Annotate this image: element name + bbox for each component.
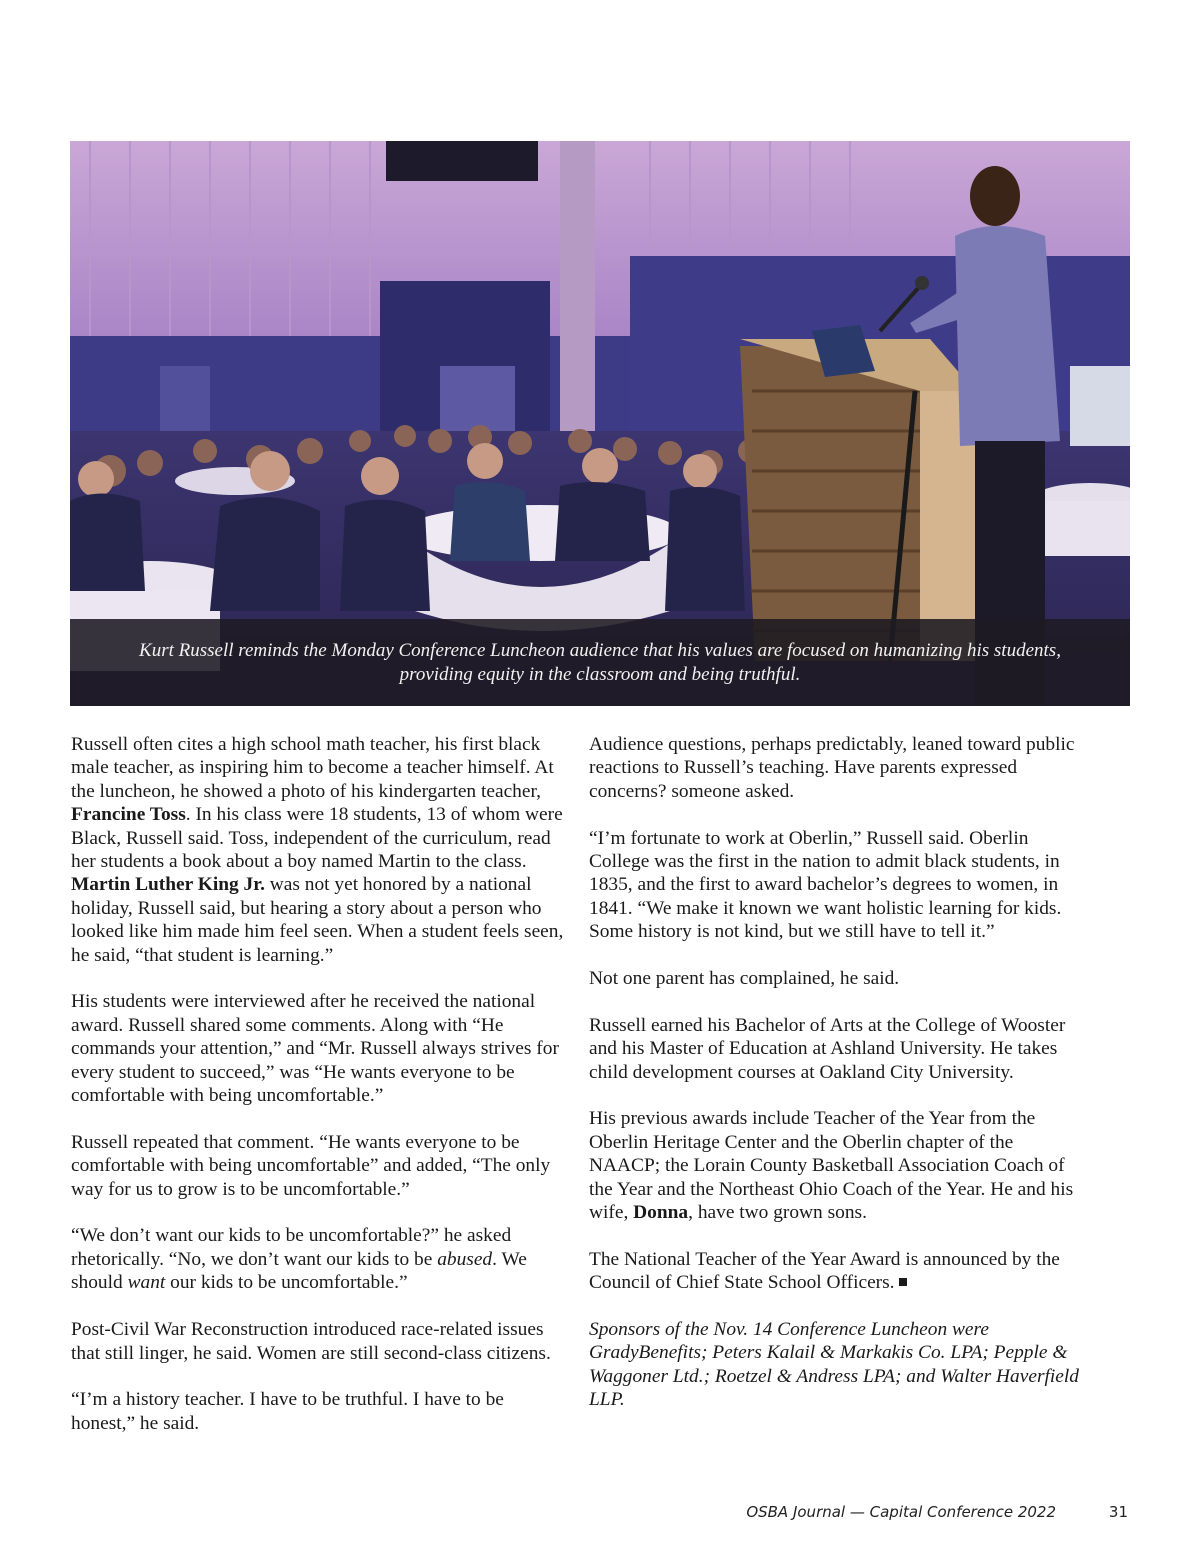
paragraph-text: Post-Civil War Reconstruction introduced race-related issues that still linger, he said. Women are still second-class citizens.: [71, 1319, 551, 1364]
article-paragraph: [589, 1248, 1089, 1295]
caption-text: Kurt Russell reminds the Monday Conference Luncheon audience that his values are focused on humanizing his students, providing equity in the classroom and being truthful.: [139, 639, 1061, 685]
paragraph-text: our kids to be uncomfortable.”: [165, 1272, 408, 1294]
article-right-column: [589, 733, 1089, 1412]
article-paragraph: [71, 733, 571, 967]
paragraph-text: Russell earned his Bachelor of Arts at the College of Wooster and his Master of Education at Ashland University. He takes child development courses at Oakland City University.: [589, 1014, 1066, 1083]
paragraph-text: “We don’t want our kids to be uncomfortable?” he asked rhetorically. “No, we don’t want our kids to be: [71, 1225, 512, 1270]
article-paragraph: [71, 1224, 571, 1294]
article-paragraph: [71, 1318, 571, 1365]
article-paragraph: [589, 1107, 1089, 1224]
paragraph-text: , have two grown sons.: [688, 1202, 867, 1224]
paragraph-text: Sponsors of the Nov. 14 Conference Luncheon were GradyBenefits; Peters Kalail & Markakis Co. LPA; Pepple & Waggoner Ltd.; Roetzel & Andress LPA; and Walter Haverfield LLP.: [589, 1319, 1079, 1411]
article-paragraph: [589, 733, 1089, 803]
article-paragraph: [589, 1014, 1089, 1084]
article-paragraph: [589, 827, 1089, 944]
paragraph-text: . In his class were 18 students, 13 of whom were Black, Russell said. Toss, independent of the curriculum, read her students a book about a boy named Martin to the class.: [71, 804, 563, 873]
paragraph-text: Not one parent has complained, he said.: [589, 968, 900, 990]
emphasis-text: abused: [437, 1248, 493, 1270]
article-left-column: [71, 733, 571, 1435]
article-paragraph: [589, 967, 1089, 990]
person-name: Donna: [633, 1202, 689, 1224]
paragraph-text: Russell often cites a high school math teacher, his first black male teacher, as inspiring him to become a teacher himself. At the luncheon, he showed a photo of his kindergarten teacher,: [71, 734, 554, 802]
paragraph-text: Russell repeated that comment. “He wants everyone to be comfortable with being uncomfortable” and added, “The only way for us to grow is to be uncomfortable.”: [71, 1131, 551, 1200]
paragraph-text: . We should: [71, 1248, 527, 1294]
paragraph-text: The National Teacher of the Year Award is announced by the Council of Chief State School Officers.: [589, 1248, 1060, 1294]
conference-photo: [70, 141, 1130, 706]
person-name: Martin Luther King Jr.: [71, 874, 265, 896]
article-paragraph: [71, 1388, 571, 1435]
end-of-article-mark: [899, 1278, 907, 1286]
paragraph-text: His students were interviewed after he received the national award. Russell shared some comments. Along with “He commands your attention,” and “Mr. Russell always strives for every student to succeed,” was “He wants everyone to be comfortable with being uncomfortable.”: [71, 991, 559, 1107]
paragraph-text: “I’m fortunate to work at Oberlin,” Russell said. Oberlin College was the first in the nation to admit black students, in 1835, and the first to award bachelor’s degrees to women, in 1841. “We make it known we want holistic learning for kids. Some history is not kind, but we still have to tell it.”: [589, 827, 1062, 943]
page-number: 31: [1108, 1503, 1128, 1521]
paragraph-text: was not yet honored by a national holiday, Russell said, but hearing a story about a person who looked like him made him feel seen. When a student feels seen, he said, “that student is learning.”: [71, 874, 564, 966]
person-name: Francine Toss: [71, 804, 186, 826]
footer-journal-title: OSBA Journal — Capital Conference 2022: [746, 1503, 1056, 1521]
paragraph-text: Audience questions, perhaps predictably, leaned toward public reactions to Russell’s teaching. Have parents expressed concerns? someone asked.: [589, 734, 1075, 802]
article-paragraph: [71, 990, 571, 1107]
sponsors-note: [589, 1318, 1089, 1412]
article-paragraph: [71, 1131, 571, 1201]
emphasis-text: want: [127, 1272, 166, 1294]
paragraph-text: “I’m a history teacher. I have to be truthful. I have to be honest,” he said.: [71, 1389, 504, 1434]
paragraph-text: His previous awards include Teacher of the Year from the Oberlin Heritage Center and the Oberlin chapter of the NAACP; the Lorain County Basketball Association Coach of the Year and the Northeast Ohio Coach of the Year. He and his wife,: [589, 1108, 1074, 1224]
photo-caption: [70, 619, 1130, 706]
